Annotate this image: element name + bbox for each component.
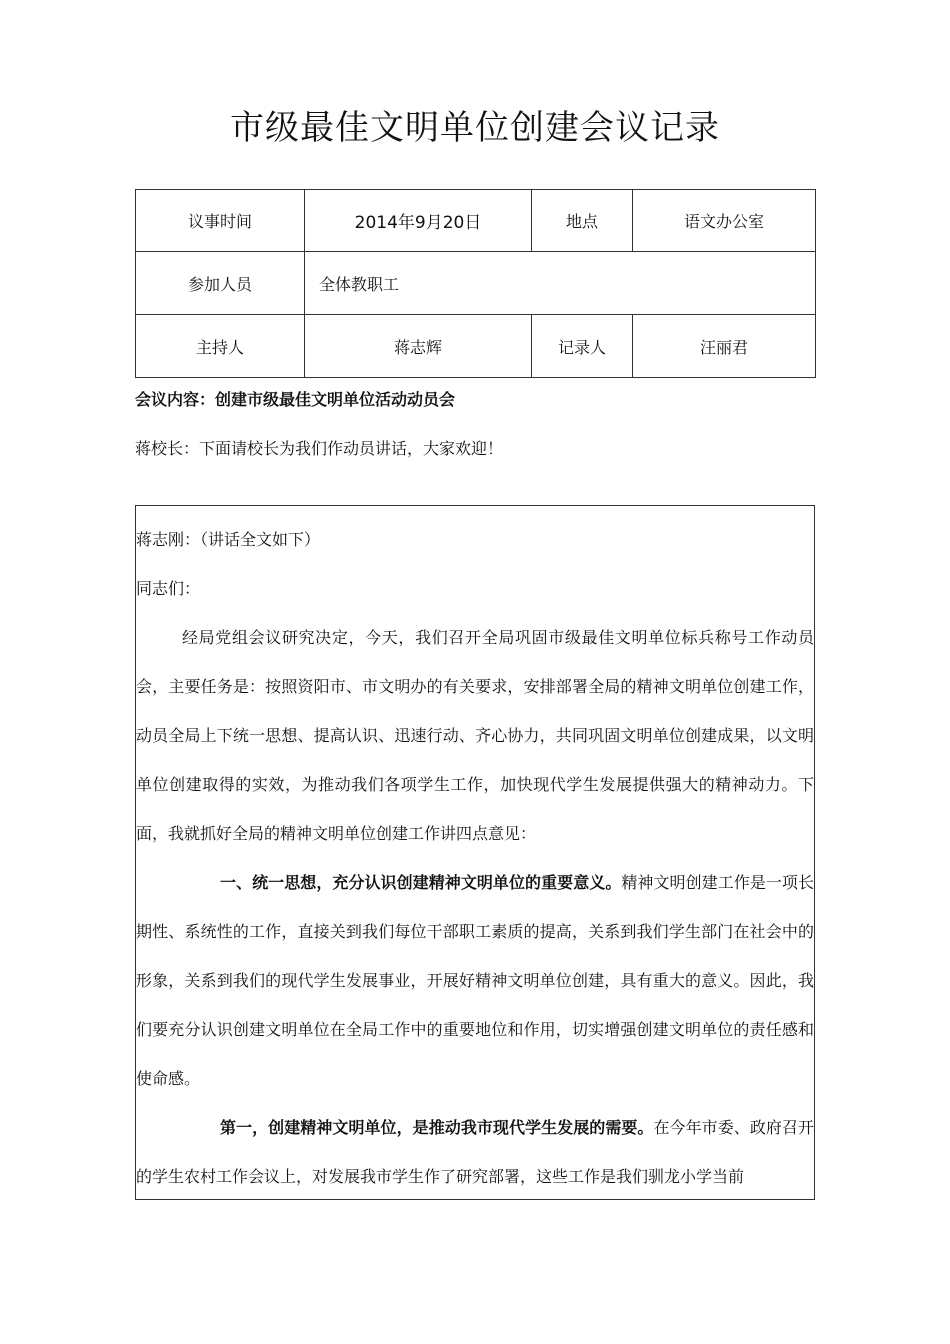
paragraph-2-text: 精神文明创建工作是一项长期性、系统性的工作，直接关到我们每位干部职工素质的提高，关系到我们学生部门在社会中的形象，关系到我们的现代学生发展事业，开展好精神文明单位创建，具有重大的意义。因此，我们要充分认识创建文明单位在全局工作中的重要地位和作用，切实增强创建文明单位的责任感和使命感。 — [136, 873, 814, 1088]
table-row — [136, 190, 816, 252]
attendees-value: 全体教职工 — [305, 252, 816, 315]
speech-paragraph-2 — [136, 858, 814, 1103]
speaker-line: 蒋志刚：（讲话全文如下） — [136, 530, 321, 549]
recorder-label: 记录人 — [532, 315, 633, 378]
section-heading-1: 一、统一思想，充分认识创建精神文明单位的重要意义。 — [220, 873, 622, 892]
attendees-label: 参加人员 — [136, 252, 305, 315]
host-value: 蒋志辉 — [305, 315, 532, 378]
recorder-value: 汪丽君 — [633, 315, 816, 378]
place-label: 地点 — [532, 190, 633, 252]
section-heading-2: 第一，创建精神文明单位，是推动我市现代学生发展的需要。 — [220, 1118, 654, 1137]
place-value: 语文办公室 — [633, 190, 816, 252]
meeting-info-table — [135, 189, 816, 378]
time-label: 议事时间 — [136, 190, 305, 252]
table-row — [136, 252, 816, 315]
intro-line: 蒋校长：下面请校长为我们作动员讲话，大家欢迎！ — [135, 439, 504, 458]
time-value: 2014年9月20日 — [305, 190, 532, 252]
paragraph-3-text: 在今年市委、政府召开的学生农村工作会议上，对发展我市学生作了研究部署，这些工作是我们驯龙小学当前 — [136, 1118, 814, 1186]
speech-paragraph-3 — [136, 1103, 814, 1200]
table-row — [136, 315, 816, 378]
meeting-content: 会议内容：创建市级最佳文明单位活动动员会 — [135, 390, 456, 409]
page-title: 市级最佳文明单位创建会议记录 — [230, 108, 720, 148]
greeting: 同志们： — [136, 579, 201, 598]
speech-paragraph-1: 经局党组会议研究决定，今天，我们召开全局巩固市级最佳文明单位标兵称号工作动员会，主要任务是：按照资阳市、市文明办的有关要求，安排部署全局的精神文明单位创建工作，动员全局上下统一思想、提高认识、迅速行动、齐心协力，共同巩固文明单位创建成果，以文明单位创建取得的实效，为推动我们各项学生工作，加快现代学生发展提供强大的精神动力。下面，我就抓好全局的精神文明单位创建工作讲四点意见： — [136, 628, 814, 843]
speech-box — [135, 505, 815, 1200]
host-label: 主持人 — [136, 315, 305, 378]
